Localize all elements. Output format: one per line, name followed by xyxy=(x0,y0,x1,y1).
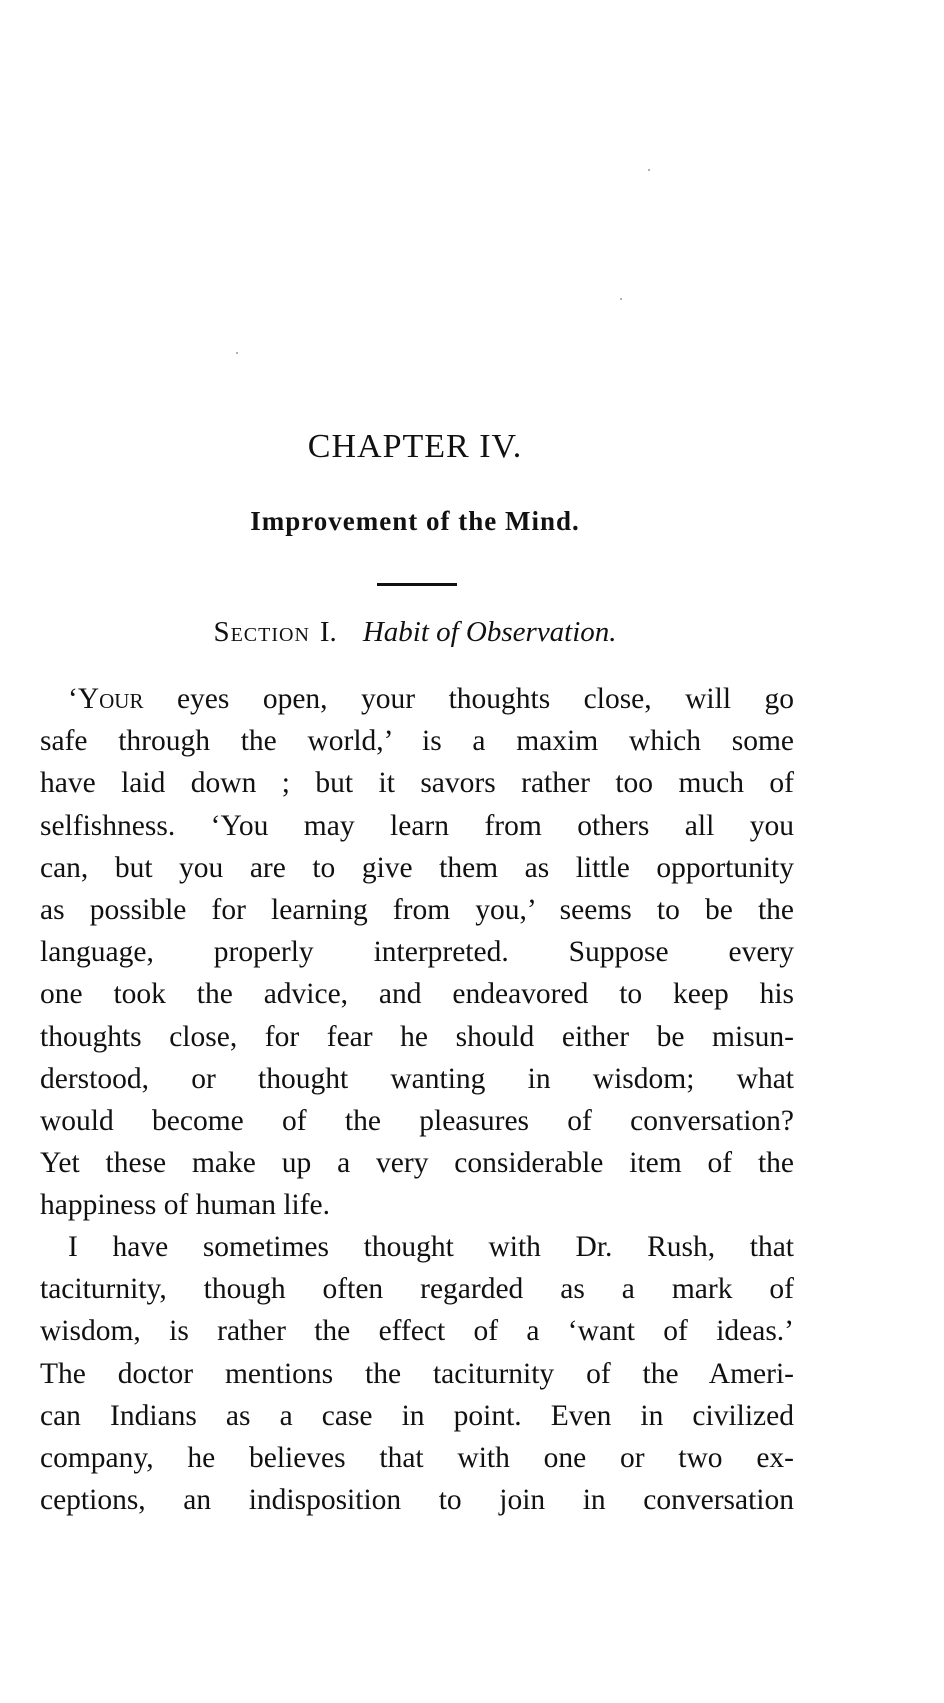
paragraph-line: thoughts close, for fear he should either be misun- xyxy=(40,1020,794,1053)
divider-rule xyxy=(377,583,457,586)
paragraph-line xyxy=(40,678,794,720)
paragraph-line: safe through the world,’ is a maxim which some xyxy=(40,725,794,758)
paragraph-line: company, he believes that with one or two ex- xyxy=(40,1441,794,1474)
section-label: Section xyxy=(213,616,310,648)
section-title: Habit of Observation. xyxy=(362,616,617,648)
section-number: I. xyxy=(319,616,337,648)
paragraph-line: selfishness. ‘You may learn from others all you xyxy=(40,809,794,842)
paragraph-line: can, but you are to give them as little opportunity xyxy=(40,851,794,884)
paragraph-line: have laid down ; but it savors rather too much of xyxy=(40,767,794,800)
paragraph-line: derstood, or thought wanting in wisdom; what xyxy=(40,1062,794,1095)
section-heading xyxy=(0,616,830,649)
paragraph-observation xyxy=(40,678,794,1226)
paragraph-line: wisdom, is rather the effect of a ‘want of ideas.’ xyxy=(40,1315,794,1348)
chapter-subtitle: Improvement of the Mind. xyxy=(250,506,580,536)
paragraph-line: I have sometimes thought with Dr. Rush, that xyxy=(68,1231,794,1263)
paragraph-line-text: eyes open, your thoughts close, will go xyxy=(143,683,794,715)
paper-speck xyxy=(648,169,650,171)
paragraph-line: would become of the pleasures of conversation? xyxy=(40,1104,794,1137)
chapter-heading: CHAPTER IV. xyxy=(307,428,523,465)
paragraph-lead-word: ‘Your xyxy=(68,683,144,715)
paper-speck xyxy=(236,352,238,354)
paragraph-line: The doctor mentions the taciturnity of the Ameri- xyxy=(40,1357,794,1390)
paragraph-line: taciturnity, though often regarded as a mark of xyxy=(40,1273,794,1306)
paragraph-line: as possible for learning from you,’ seems to be the xyxy=(40,893,794,926)
paragraph-line: language, properly interpreted. Suppose every xyxy=(40,936,794,969)
paragraph-line: ceptions, an indisposition to join in conversation xyxy=(40,1484,794,1517)
paper-speck xyxy=(620,298,622,300)
paragraph-line: one took the advice, and endeavored to keep his xyxy=(40,978,794,1011)
paragraph-line: happiness of human life. xyxy=(40,1189,331,1222)
paragraph-taciturnity xyxy=(40,1226,794,1521)
paragraph-line: can Indians as a case in point. Even in civilized xyxy=(40,1399,794,1432)
paragraph-line: Yet these make up a very considerable item of the xyxy=(40,1147,794,1180)
